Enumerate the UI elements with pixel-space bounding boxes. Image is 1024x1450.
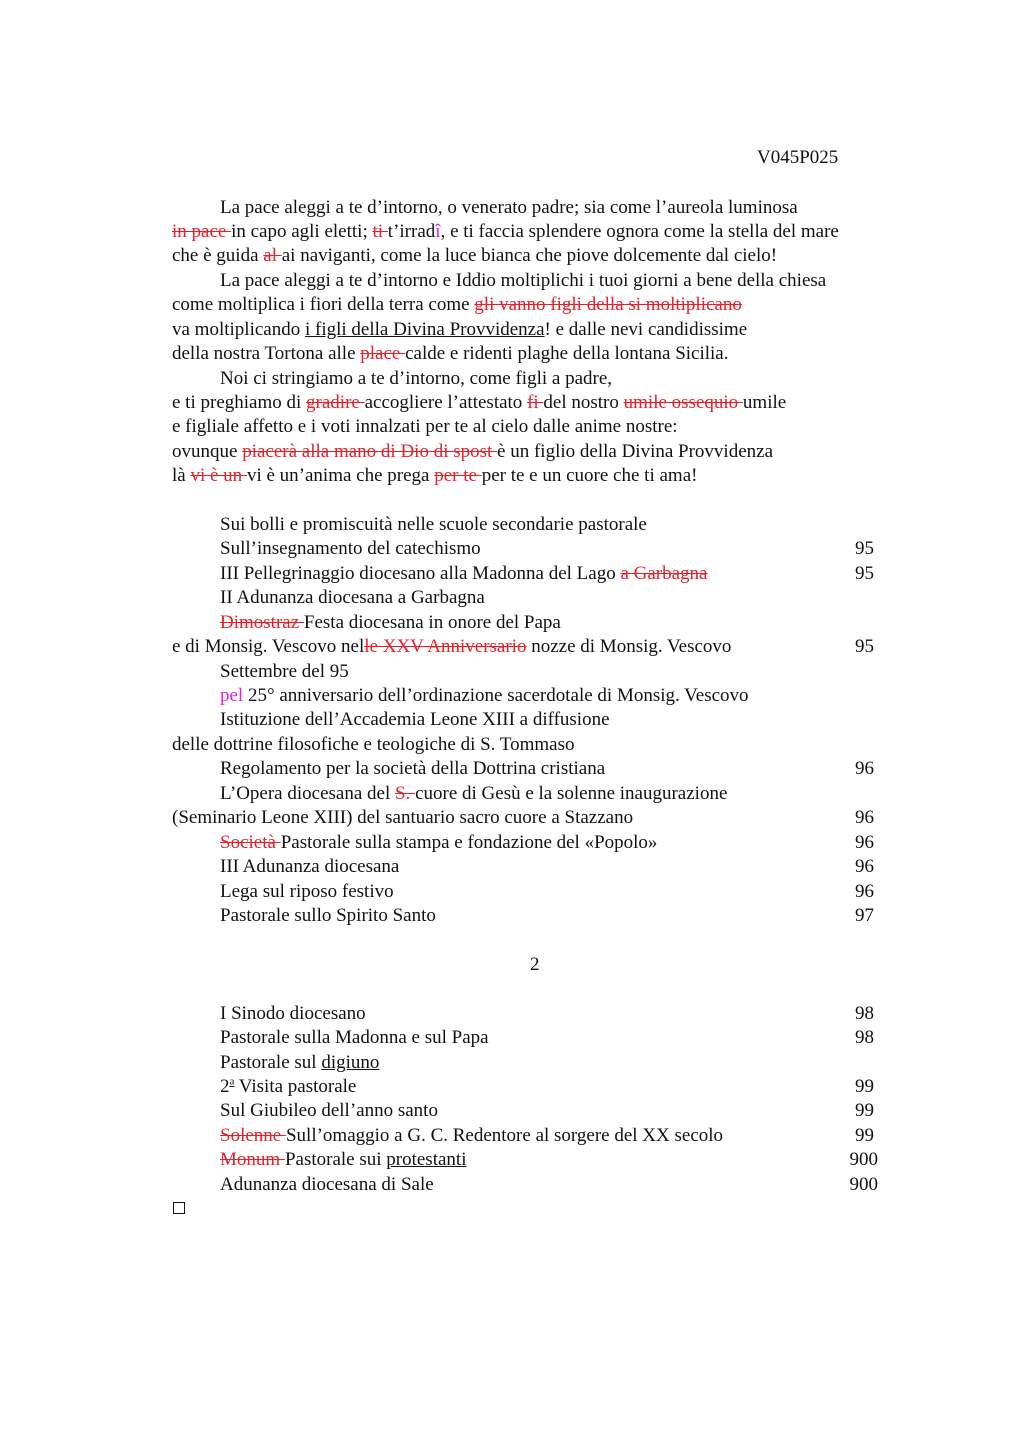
deleted-text: gradire — [306, 392, 365, 413]
text-run: va moltiplicando — [172, 319, 305, 340]
text-run: , e ti faccia splendere ognora come la stella del mare — [440, 221, 839, 242]
address-line — [172, 391, 786, 415]
address-line — [172, 464, 697, 488]
text-run: nozze di Monsig. Vescovo — [526, 636, 732, 657]
text-run: cuore di Gesù e la solenne inaugurazione — [415, 783, 728, 804]
address-line — [172, 318, 747, 342]
text-run: e di Monsig. Vescovo nel — [172, 636, 365, 657]
list-item: Istituzione dell’Accademia Leone XIII a diffusione — [220, 709, 610, 730]
list-item: Lega sul riposo festivo — [220, 881, 394, 902]
text-run: t’irrad — [387, 221, 436, 242]
page-ref: 98 — [855, 1027, 874, 1048]
text-run: del nostro — [543, 392, 624, 413]
address-line — [172, 220, 839, 244]
list-item — [220, 1124, 723, 1148]
list-item: Adunanza diocesana di Sale — [220, 1174, 434, 1195]
list-item: III Adunanza diocesana — [220, 856, 400, 877]
list-item — [220, 782, 727, 806]
page-ref: 900 — [849, 1174, 878, 1195]
deleted-text: Società — [220, 832, 281, 853]
underlined-text: i figli della Divina Provvidenza — [304, 319, 545, 340]
page-ref: 96 — [855, 856, 874, 877]
page-ref: 96 — [855, 758, 874, 779]
deleted-text: vi è un — [190, 465, 247, 486]
page-ref: 900 — [849, 1149, 878, 1170]
deleted-text: S. — [394, 783, 416, 804]
deleted-text: Monum — [220, 1149, 285, 1170]
list-item — [172, 635, 731, 659]
address-line — [172, 293, 742, 317]
deleted-text: Solenne — [220, 1125, 286, 1146]
page-ref: 96 — [855, 881, 874, 902]
address-line — [172, 244, 777, 268]
page-ref: 99 — [855, 1100, 874, 1121]
text-run: L’Opera diocesana del — [220, 783, 395, 804]
address-line: La pace aleggi a te d’intorno, o venerato padre; sia come l’aureola luminosa — [220, 197, 798, 218]
deleted-text: le XXV Anniversario — [364, 636, 527, 657]
address-line: e figliale affetto e i voti innalzati per te al cielo dalle anime nostre: — [172, 416, 678, 437]
page-ref: 99 — [855, 1076, 874, 1097]
text-run: 2 — [220, 1076, 230, 1097]
text-run: III Pellegrinaggio diocesano alla Madonna del Lago — [220, 563, 621, 584]
page-ref: 97 — [855, 905, 874, 926]
text-run: in capo agli eletti; — [231, 221, 373, 242]
list-item: (Seminario Leone XIII) del santuario sacro cuore a Stazzano — [172, 807, 634, 828]
list-item: Pastorale sulla Madonna e sul Papa — [220, 1027, 489, 1048]
list-item — [220, 1051, 379, 1075]
page-ref: 95 — [855, 538, 874, 559]
text-run: è un figlio della Divina Provvidenza — [497, 441, 774, 462]
deleted-text: umile ossequio — [623, 392, 743, 413]
list-item — [220, 1075, 356, 1099]
deleted-text: fi — [527, 392, 544, 413]
text-run: Pastorale sul — [220, 1052, 322, 1073]
text-run: come moltiplica i fiori della terra come — [172, 294, 475, 315]
text-run: Pastorale sui — [284, 1149, 387, 1170]
deleted-text: per te — [434, 465, 482, 486]
address-line: Noi ci stringiamo a te d’intorno, come figli a padre, — [220, 368, 613, 389]
list-item — [220, 1148, 466, 1172]
inserted-text: î — [435, 221, 441, 242]
text-run: Pastorale sulla stampa e fondazione del «Popolo» — [280, 832, 658, 853]
text-run: vi è un’anima che prega — [246, 465, 435, 486]
list-item: Sull’insegnamento del catechismo — [220, 538, 481, 559]
list-item: Regolamento per la società della Dottrina cristiana — [220, 758, 606, 779]
text-run: ai naviganti, come la luce bianca che piove dolcemente dal cielo! — [281, 245, 778, 266]
text-run: ovunque — [172, 441, 243, 462]
deleted-text: Dimostraz — [220, 612, 304, 633]
underlined-text: digiuno — [321, 1052, 380, 1073]
text-run: per te e un cuore che ti ama! — [481, 465, 698, 486]
deleted-text: ti — [372, 221, 388, 242]
page-ref: 95 — [855, 563, 874, 584]
text-run: e ti preghiamo di — [172, 392, 307, 413]
text-run: Festa diocesana in onore del Papa — [303, 612, 561, 633]
deleted-text: gli vanno figli della si moltiplicano — [474, 294, 742, 315]
page-ref: 96 — [855, 807, 874, 828]
text-run: della nostra Tortona alle — [172, 343, 361, 364]
inserted-text: pel — [220, 685, 244, 706]
list-item — [220, 611, 561, 635]
page-ref: 95 — [855, 636, 874, 657]
page-ref: 99 — [855, 1125, 874, 1146]
address-line — [172, 440, 773, 464]
text-run: umile — [742, 392, 787, 413]
list-item: Sui bolli e promiscuità nelle scuole secondarie pastorale — [220, 514, 647, 535]
text-run: 25° anniversario dell’ordinazione sacerdotale di Monsig. Vescovo — [243, 685, 749, 706]
list-item: Pastorale sullo Spirito Santo — [220, 905, 436, 926]
address-line — [172, 342, 729, 366]
superscript: a — [229, 1075, 235, 1088]
list-item: I Sinodo diocesano — [220, 1003, 366, 1024]
text-run: ! e dalle nevi candidissime — [544, 319, 748, 340]
list-item — [220, 831, 657, 855]
text-run: calde e ridenti plaghe della lontana Sicilia. — [405, 343, 729, 364]
list-item: delle dottrine filosofiche e teologiche di S. Tommaso — [172, 734, 575, 755]
underlined-text: protestanti — [386, 1149, 467, 1170]
deleted-text: piacerà alla mano di Dio di spost — [242, 441, 498, 462]
list-item: II Adunanza diocesana a Garbagna — [220, 587, 485, 608]
text-run: accogliere l’attestato — [364, 392, 528, 413]
page-ref: 96 — [855, 832, 874, 853]
deleted-text: a Garbagna — [620, 563, 708, 584]
empty-box-glyph — [173, 1202, 185, 1214]
deleted-text: al — [263, 245, 282, 266]
text-run: che è guida — [172, 245, 264, 266]
list-item — [220, 684, 749, 708]
deleted-text: in pace — [172, 221, 232, 242]
page-number: 2 — [530, 954, 540, 975]
list-item: Settembre del 95 — [220, 661, 349, 682]
address-line: La pace aleggi a te d’intorno e Iddio moltiplichi i tuoi giorni a bene della chiesa — [220, 270, 827, 291]
text-run: Visita pastorale — [234, 1076, 357, 1097]
list-item — [220, 562, 707, 586]
page-ref: 98 — [855, 1003, 874, 1024]
text-run: Sull’omaggio a G. C. Redentore al sorgere del XX secolo — [285, 1125, 724, 1146]
page-id: V045P025 — [757, 147, 839, 168]
list-item: Sul Giubileo dell’anno santo — [220, 1100, 438, 1121]
text-run: là — [172, 465, 191, 486]
deleted-text: place — [360, 343, 406, 364]
